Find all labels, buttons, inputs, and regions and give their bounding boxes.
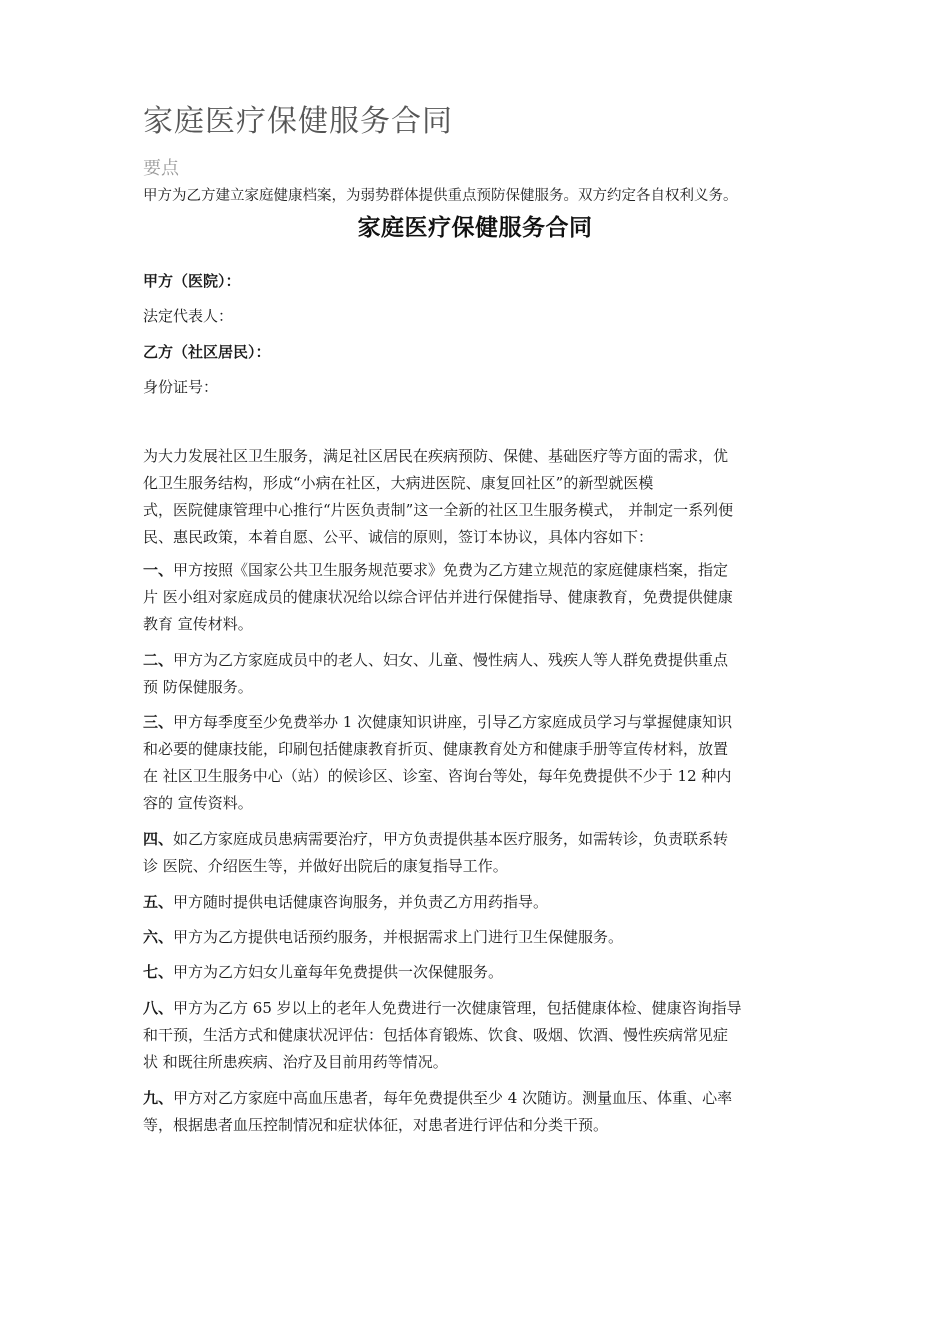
clause-text: 片 医小组对家庭成员的健康状况给以综合评估并进行保健指导、健康教育，免费提供健康 [143, 588, 733, 606]
clause-number: 六、 [143, 928, 174, 946]
clause-2 [143, 647, 818, 701]
id-number-label: 身份证号： [143, 378, 219, 396]
clause-text: 甲方为乙方提供电话预约服务，并根据需求上门进行卫生保健服务。 [173, 928, 624, 946]
clause-text: 甲方为乙方 65 岁以上的老年人免费进行一次健康管理，包括健康体检、健康咨询指导 [173, 999, 742, 1017]
clause-text: 如乙方家庭成员患病需要治疗，甲方负责提供基本医疗服务，如需转诊，负责联系转 [173, 830, 729, 848]
preamble-line: 为大力发展社区卫生服务，满足社区居民在疾病预防、保健、基础医疗等方面的需求，优 [143, 447, 729, 465]
clause-text: 诊 医院、介绍医生等，并做好出院后的康复指导工作。 [143, 857, 508, 875]
party-a-label: 甲方（医院）： [143, 272, 241, 290]
clause-1 [143, 557, 818, 638]
summary-text: 甲方为乙方建立家庭健康档案，为弱势群体提供重点预防保健服务。双方约定各自权利义务。 [143, 188, 738, 204]
clause-7 [143, 959, 818, 986]
summary-label: 要点 [143, 158, 179, 179]
clause-text: 等，根据患者血压控制情况和症状体征，对患者进行评估和分类干预。 [143, 1116, 609, 1134]
clause-text: 教育 宣传材料。 [143, 615, 253, 633]
legal-representative-label: 法定代表人： [143, 307, 234, 325]
clause-text: 甲方为乙方家庭成员中的老人、妇女、儿童、慢性病人、残疾人等人群免费提供重点 [173, 651, 729, 669]
clause-4 [143, 826, 818, 880]
clause-text: 甲方对乙方家庭中高血压患者，每年免费提供至少 4 次随访。测量血压、体重、心率 [173, 1089, 733, 1107]
clause-number: 三、 [143, 713, 174, 731]
clause-6 [143, 924, 818, 951]
clause-number: 四、 [143, 830, 174, 848]
clause-text: 甲方按照《国家公共卫生服务规范要求》免费为乙方建立规范的家庭健康档案，指定 [173, 561, 729, 579]
document-title: 家庭医疗保健服务合同 [143, 104, 453, 139]
clause-number: 一、 [143, 561, 174, 579]
clause-text: 和干预，生活方式和健康状况评估：包括体育锻炼、饮食、吸烟、饮酒、慢性疾病常见症 [143, 1026, 729, 1044]
clause-8 [143, 995, 818, 1076]
clause-number: 九、 [143, 1089, 174, 1107]
clause-text: 预 防保健服务。 [143, 678, 253, 696]
preamble-line: 式，医院健康管理中心推行“片医负责制”这一全新的社区卫生服务模式， 并制定一系列便 [143, 501, 734, 519]
clause-text: 甲方为乙方妇女儿童每年免费提供一次保健服务。 [173, 963, 504, 981]
preamble-line: 化卫生服务结构，形成“小病在社区，大病进医院、康复回社区”的新型就医模 [143, 474, 654, 492]
contract-title: 家庭医疗保健服务合同 [357, 214, 593, 241]
clause-number: 八、 [143, 999, 174, 1017]
clause-number: 五、 [143, 893, 174, 911]
clause-text: 甲方随时提供电话健康咨询服务，并负责乙方用药指导。 [173, 893, 549, 911]
preamble-line: 民、惠民政策，本着自愿、公平、诚信的原则，签订本协议，具体内容如下： [143, 528, 654, 546]
clause-text: 容的 宣传资料。 [143, 794, 253, 812]
clause-number: 七、 [143, 963, 174, 981]
clause-9 [143, 1085, 818, 1139]
clause-text: 甲方每季度至少免费举办 1 次健康知识讲座，引导乙方家庭成员学习与掌握健康知识 [173, 713, 733, 731]
clause-text: 和必要的健康技能，印刷包括健康教育折页、健康教育处方和健康手册等宣传材料，放置 [143, 740, 729, 758]
clause-number: 二、 [143, 651, 174, 669]
clause-3 [143, 709, 818, 817]
party-b-label: 乙方（社区居民）： [143, 343, 271, 361]
preamble [143, 443, 818, 551]
clause-text: 在 社区卫生服务中心（站）的候诊区、诊室、咨询台等处，每年免费提供不少于 12 种内 [143, 767, 732, 785]
clause-text: 状 和既往所患疾病、治疗及目前用药等情况。 [143, 1053, 448, 1071]
clause-5 [143, 889, 818, 916]
